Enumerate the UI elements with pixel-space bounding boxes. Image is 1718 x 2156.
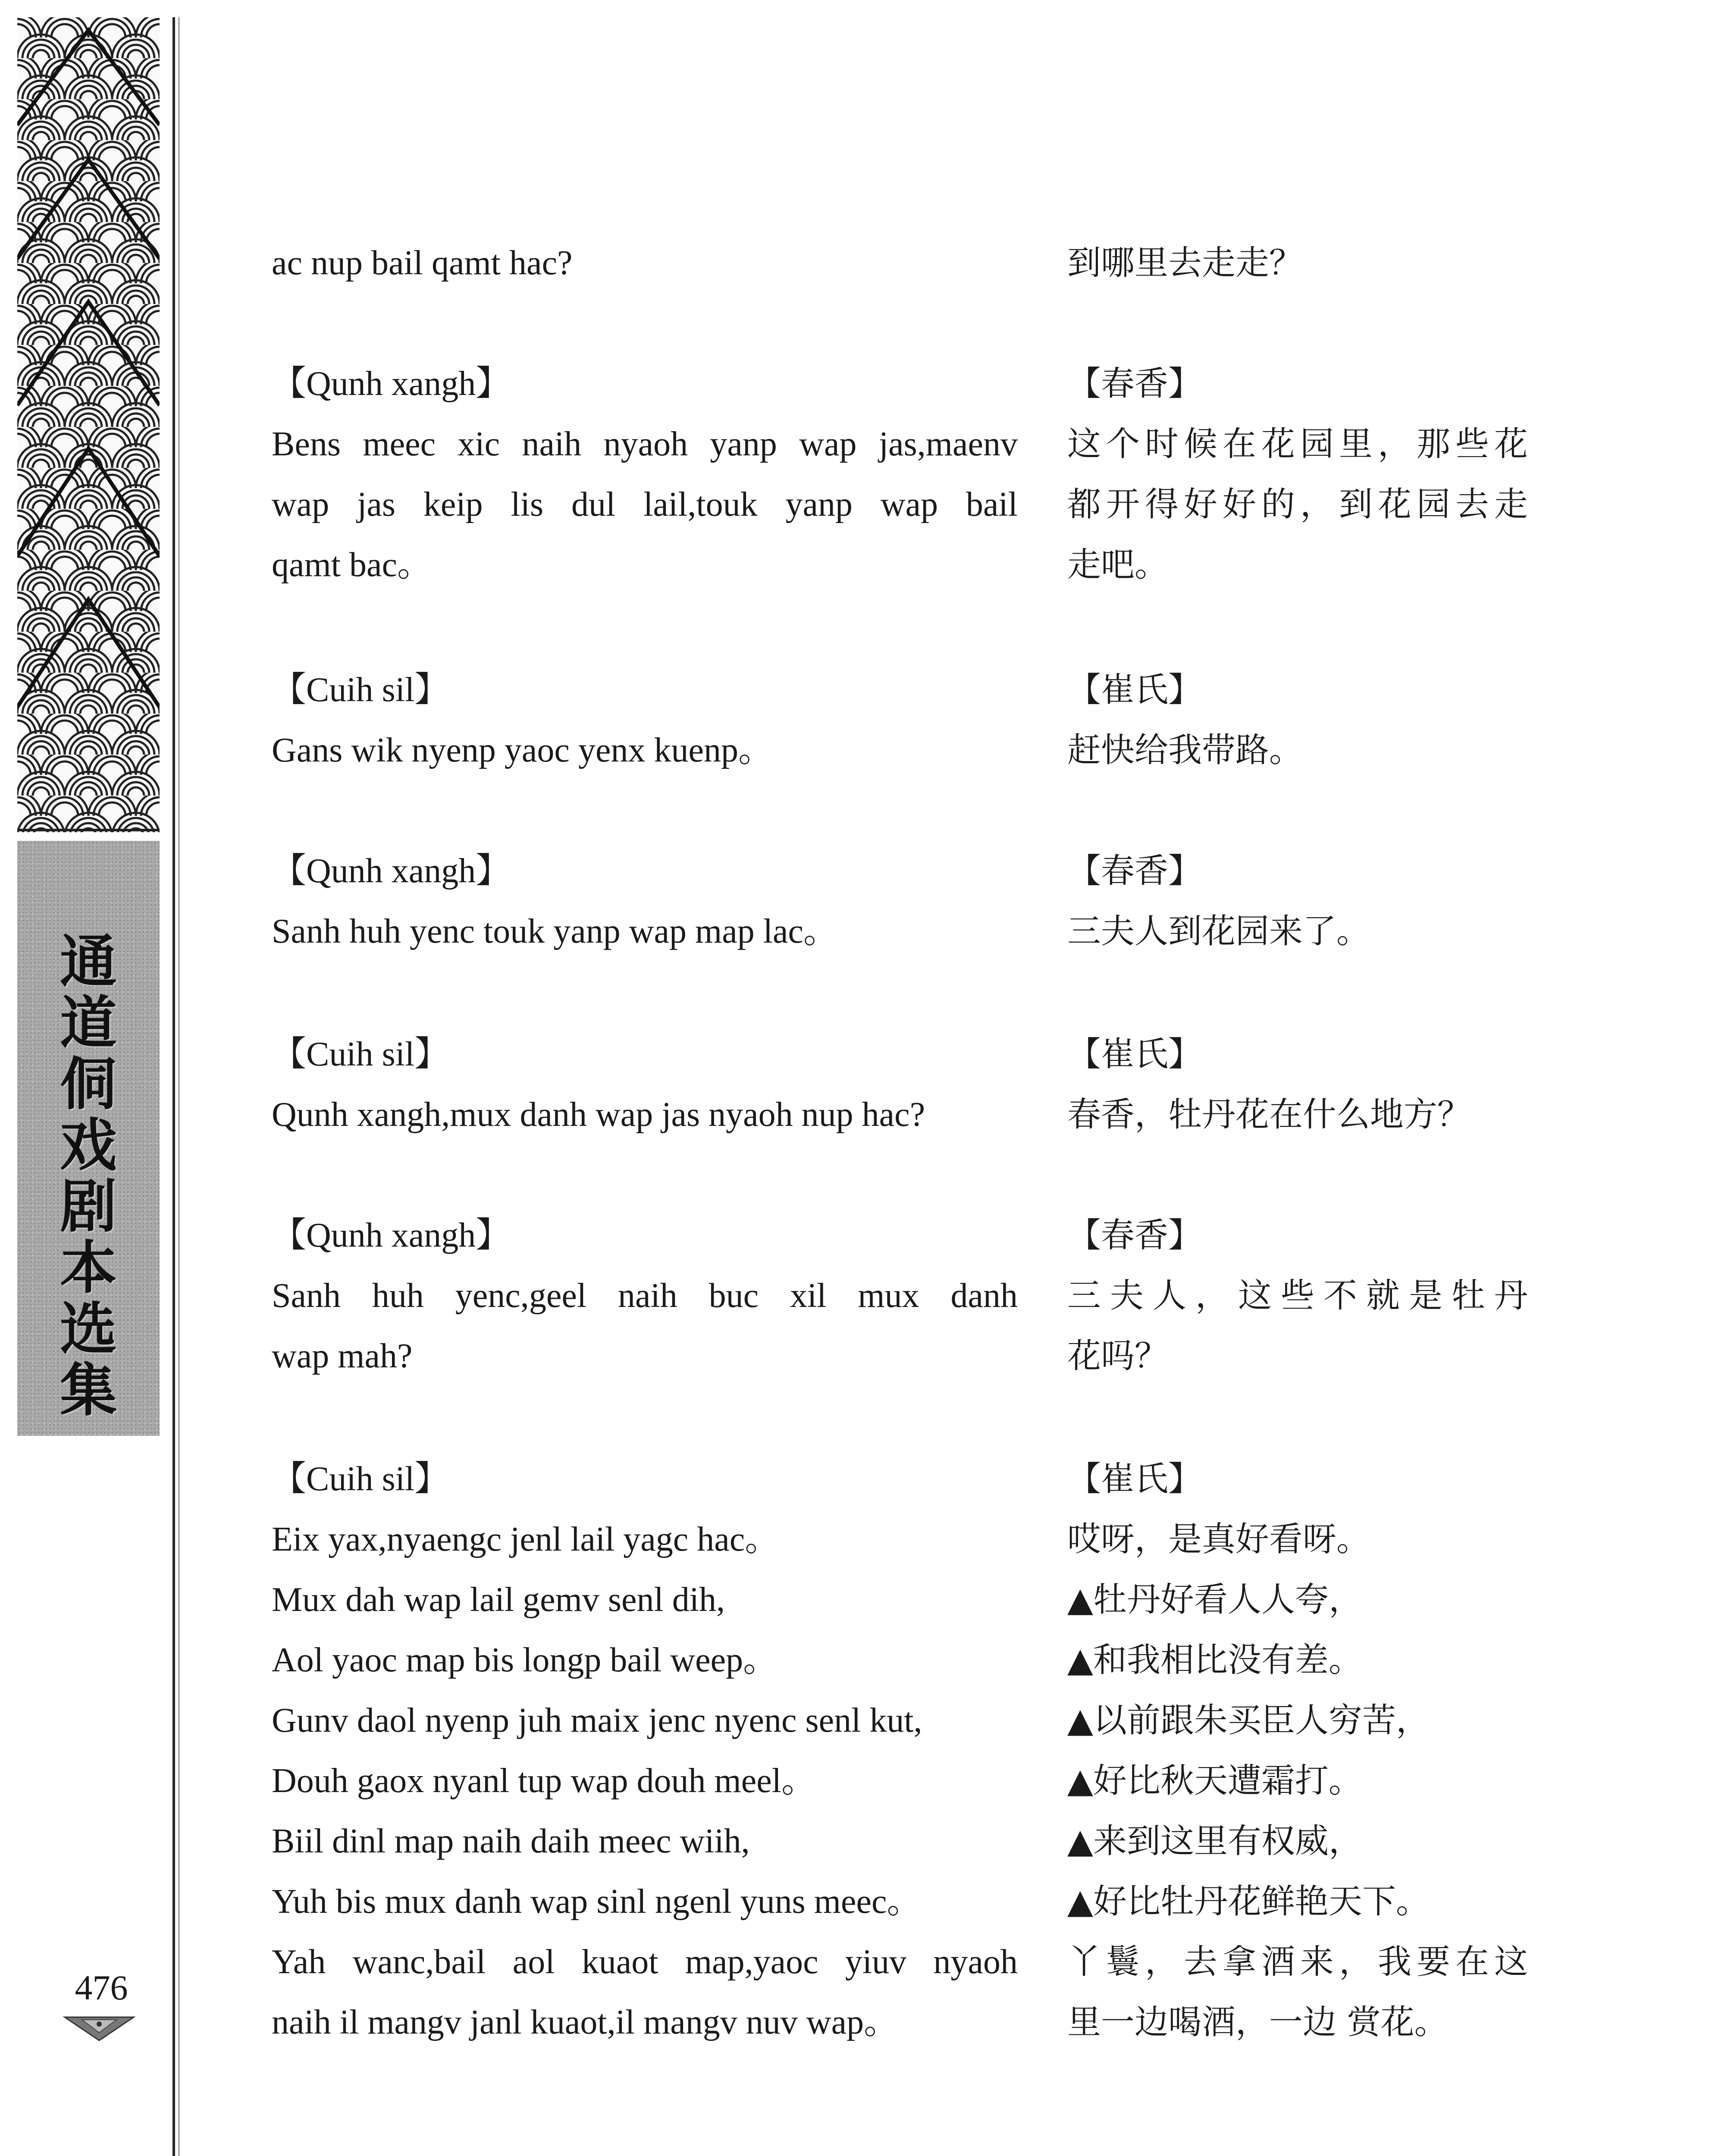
dong-line: Gunv daol nyenp juh maix jenc nyenc senl kut, bbox=[272, 1702, 922, 1739]
dong-line: Qunh xangh,mux danh wap jas nyaoh nup hac? bbox=[272, 1096, 925, 1134]
chinese-line: 三夫人，这些不就是牡丹 bbox=[1067, 1276, 1529, 1315]
dong-line: Gans wik nyenp yaoc yenx kuenp。 bbox=[272, 731, 773, 769]
chinese-line: 花吗？ bbox=[1067, 1337, 1169, 1376]
book-title-char: 戏 bbox=[60, 1112, 117, 1179]
dong-line: Biil dinl map naih daih meec wiih, bbox=[272, 1822, 750, 1860]
speaker-dong: 【Cuih sil】 bbox=[272, 671, 449, 709]
speaker-dong: 【Cuih sil】 bbox=[272, 1460, 449, 1498]
book-title-char: 道 bbox=[60, 990, 117, 1056]
chinese-line: 丫鬟，去拿酒来，我要在这 bbox=[1067, 1943, 1529, 1981]
dong-line: Yuh bis mux danh wap sinl ngenl yuns meec。 bbox=[272, 1883, 922, 1921]
speaker-chinese: 【崔氏】 bbox=[1067, 671, 1202, 709]
speaker-dong: 【Qunh xangh】 bbox=[272, 1216, 511, 1254]
dong-line: Eix yax,nyaengc jenl lail yagc hac。 bbox=[272, 1520, 780, 1558]
book-title-char: 选 bbox=[60, 1296, 117, 1363]
chinese-line: ▲以前跟朱买臣人穷苦， bbox=[1067, 1701, 1430, 1740]
chinese-line: ▲好比牡丹花鲜艳天下。 bbox=[1067, 1882, 1430, 1921]
chinese-line: 赶快给我带路。 bbox=[1067, 731, 1303, 770]
chinese-line: 到哪里去走走？ bbox=[1067, 244, 1303, 282]
dong-line: Bens meec xic naih nyaoh yanp wap jas,maenv bbox=[272, 425, 1018, 463]
book-title-char: 通 bbox=[60, 929, 117, 995]
chinese-line: 春香，牡丹花在什么地方？ bbox=[1067, 1095, 1471, 1134]
book-title-char: 剧 bbox=[60, 1174, 117, 1240]
chinese-line: 里一边喝酒，一边 赏花。 bbox=[1067, 2003, 1448, 2042]
dong-line: Sanh huh yenc,geel naih buc xil mux danh bbox=[272, 1277, 1018, 1315]
book-title-char: 本 bbox=[60, 1235, 117, 1301]
chinese-line: 走吧。 bbox=[1067, 545, 1169, 584]
chinese-line: ▲来到这里有权威， bbox=[1067, 1822, 1362, 1861]
dong-line: ac nup bail qamt hac? bbox=[272, 244, 573, 282]
dong-line: Mux dah wap lail gemv senl dih, bbox=[272, 1581, 725, 1619]
dong-line: Aol yaoc map bis longp bail weep。 bbox=[272, 1641, 778, 1679]
speaker-dong: 【Qunh xangh】 bbox=[272, 852, 511, 890]
dong-line: Sanh huh yenc touk yanp wap map lac。 bbox=[272, 912, 838, 950]
dong-line: qamt bac。 bbox=[272, 546, 432, 584]
page-number: 476 bbox=[75, 1968, 128, 2007]
book-title-char: 侗 bbox=[60, 1051, 117, 1118]
chinese-line: ▲好比秋天遭霜打。 bbox=[1067, 1761, 1362, 1800]
chinese-line: 这个时候在花园里，那些花 bbox=[1067, 425, 1529, 464]
speaker-chinese: 【春香】 bbox=[1067, 1216, 1202, 1255]
chinese-line: ▲牡丹好看人人夸， bbox=[1067, 1580, 1362, 1619]
dong-line: Douh gaox nyanl tup wap douh meel。 bbox=[272, 1762, 816, 1800]
speaker-dong: 【Cuih sil】 bbox=[272, 1035, 449, 1073]
chinese-line: 哎呀，是真好看呀。 bbox=[1067, 1520, 1370, 1559]
dong-line: Yah wanc,bail aol kuaot map,yaoc yiuv nyaoh bbox=[272, 1943, 1018, 1981]
chinese-line: ▲和我相比没有差。 bbox=[1067, 1641, 1362, 1680]
speaker-chinese: 【春香】 bbox=[1067, 852, 1202, 890]
chinese-line: 都开得好好的，到花园去走 bbox=[1067, 485, 1529, 524]
chinese-line: 三夫人到花园来了。 bbox=[1067, 912, 1370, 951]
speaker-chinese: 【崔氏】 bbox=[1067, 1035, 1202, 1074]
dong-line: naih il mangv janl kuaot,il mangv nuv wap。 bbox=[272, 2003, 899, 2041]
speaker-chinese: 【崔氏】 bbox=[1067, 1460, 1202, 1498]
dong-line: wap jas keip lis dul lail,touk yanp wap bail bbox=[272, 486, 1018, 523]
book-title-char: 集 bbox=[60, 1357, 117, 1424]
dong-line: wap mah? bbox=[272, 1337, 413, 1375]
speaker-chinese: 【春香】 bbox=[1067, 364, 1202, 403]
speaker-dong: 【Qunh xangh】 bbox=[272, 365, 511, 403]
